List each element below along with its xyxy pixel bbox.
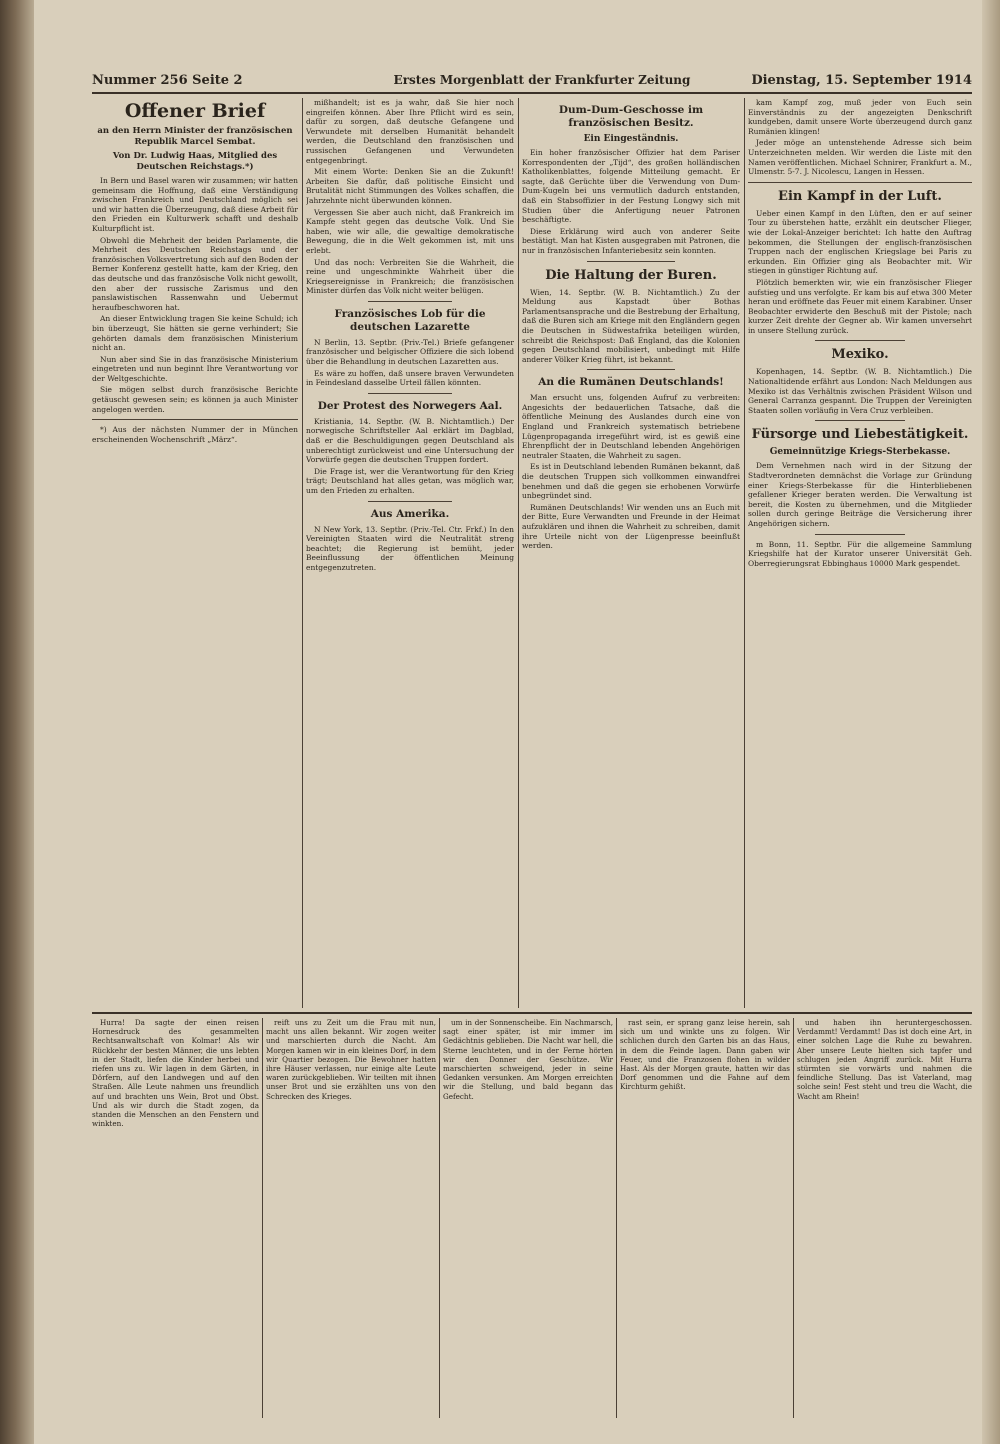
divider <box>815 534 905 535</box>
section-heading: Der Protest des Norwegers Aal. <box>317 399 503 412</box>
paragraph: An dieser Entwicklung tragen Sie keine Schuld; ich bin überzeugt, Sie hätten sie gerne verhindert; Sie gehörten damals dem französischen Ministerium nicht an. <box>92 314 298 353</box>
section-heading: An die Rumänen Deutschlands! <box>538 376 724 389</box>
divider <box>368 301 451 302</box>
paragraph: N Berlin, 13. Septbr. (Priv.-Tel.) Briefe gefangener französischer und belgischer Offiziere die sich lobend über die Behandlung in deutschen Lazaretten aus. <box>306 337 514 367</box>
column-2 <box>306 98 514 1008</box>
paragraph: Ein hoher französischer Offizier hat dem Pariser Korrespondenten der „Tijd“, des großen holländischen Katholikenblattes, folgende Mitteilung gemacht. Er sagte, daß Gerüchte über die Verwendung von Dum-Dum-Kugeln bei uns vermutlich dadurch entstanden, daß ein Stabsoffizier in der Festung Longwy sich mit Studien über die Anfertigung neuer Patronen beschäftigte. <box>522 148 740 225</box>
issue-number: Nummer 256 Seite 2 <box>92 73 243 88</box>
divider <box>92 419 298 420</box>
section-heading: Französisches Lob für die deutschen Lazarette <box>334 307 486 333</box>
column-1 <box>92 98 298 1008</box>
paragraph: reift uns zu Zeit um die Frau mit nun, macht uns allen bekannt. Wir zogen weiter und marschierten durch die Nacht. Am Morgen kamen wir in ein kleines Dorf, in dem wir Quartier bezogen. Die Bewohner hatten ihre Häuser verlassen, nur einige alte Leute waren zurückgeblieben. Wir teilten mit ihnen unser Brot und sie erzählten uns von den Schrecken des Krieges. <box>266 1018 436 1101</box>
column-rule <box>518 98 519 1008</box>
subheadline: an den Herrn Minister der französischen Republik Marcel Sembat. <box>97 126 293 147</box>
paragraph: In Bern und Basel waren wir zusammen; wir hatten gemeinsam die Hoffnung, daß eine Verständigung zwischen Frankreich und Deutschland möglich sei und wir hatten die Überzeugung, daß diese Arbeit für den Frieden ein Kulturwerk schafft und deshalb Kulturpflicht ist. <box>92 176 298 233</box>
byline: Von Dr. Ludwig Haas, Mitglied des Deutschen Reichstags.*) <box>112 151 278 172</box>
divider <box>587 369 674 370</box>
section-heading: Fürsorge und Liebestätigkeit. <box>751 427 969 443</box>
feuilleton-column-1 <box>92 1018 259 1418</box>
column-rule <box>616 1018 617 1418</box>
feuilleton-column-4 <box>620 1018 790 1418</box>
sub-heading: Ein Eingeständnis. <box>583 134 679 144</box>
paragraph: Hurra! Da sagte der einen reisen Hornesdruck des gesammelten Rechtsanwaltschaft von Kolmar! Als wir Rückkehr der besten Männer, die uns lebten in der Stadt, liefen die Kinder herbei und riefen uns zu. Wir lagen in dem Gärten, in Dörfern, auf den Landwegen und auf den Straßen. Alle Leute nahmen uns freundlich auf und brachten uns Wein, Brot und Obst. Und als wir durch die Stadt zogen, da standen die Menschen an den Fenstern und winkten. <box>92 1018 259 1129</box>
paragraph: Man ersucht uns, folgenden Aufruf zu verbreiten: Angesichts der bedauerlichen Tatsache, daß die öffentliche Meinung des Auslandes durch eine von England und Frankreich systematisch betriebene Lügenpropaganda irregeführt wird, ist es gewiß eine Ehrenpflicht der in Deutschland lebenden Angehörigen neutraler Staaten, die Wahrheit zu sagen. <box>522 393 740 460</box>
page-header <box>92 70 972 94</box>
paragraph: Obwohl die Mehrheit der beiden Parlamente, die Mehrheit des Deutschen Reichstags und der französischen Volksvertretung sich auf den Boden der Berner Konferenz gestellt hatte, kam der Krieg, den das deutsche und das französische Volk nicht gewollt, den aber der russische Zarismus und den panslawistischen Rassenwahn und Uebermut heraufbeschworen hat. <box>92 235 298 312</box>
column-rule <box>262 1018 263 1418</box>
issue-date: Dienstag, 15. September 1914 <box>751 73 972 88</box>
divider <box>587 261 674 262</box>
section-heading: Ein Kampf in der Luft. <box>778 188 942 204</box>
paragraph: Wien, 14. Septbr. (W. B. Nichtamtlich.) Zu der Meldung aus Kapstadt über Bothas Parlamentsansprache und die Bestrebung der Erhaltung, daß die Buren sich am Kriege mit den Engländern gegen die Deutschen in Südwestafrika beteiligen würden, schreibt die Reichspost: Daß England, das die Kolonien gegen Deutschland mobilisiert, unbedingt mit Hilfe anderer Völker Krieg führt, ist bekannt. <box>522 287 740 364</box>
sub-heading: Gemeinnützige Kriegs-Sterbekasse. <box>769 447 951 458</box>
paper-title: Erstes Morgenblatt der Frankfurter Zeitung <box>393 73 691 87</box>
footnote: *) Aus der nächsten Nummer der in München erscheinenden Wochenschrift „März“. <box>92 425 298 444</box>
feuilleton-column-2 <box>266 1018 436 1418</box>
paragraph: Rumänen Deutschlands! Wir wenden uns an Euch mit der Bitte, Eure Verwandten und Freunde in der Heimat aufzuklären und ihnen die Wahrheit zu schreiben, damit ihre Urteile nicht von der Lügenpresse beeinflußt werden. <box>522 502 740 551</box>
feuilleton-rule <box>92 1012 972 1014</box>
paragraph: mißhandelt; ist es ja wahr, daß Sie hier noch eingreifen können. Aber Ihre Pflicht wird es sein, dafür zu sorgen, daß deutsche Gefangene und Verwundete mit derselben Humanität behandelt werden, die Deutschland den französischen und russischen Gefangenen und Verwundeten entgegenbringt. <box>306 98 514 165</box>
feuilleton-column-3 <box>443 1018 613 1418</box>
paragraph: Kristiania, 14. Septbr. (W. B. Nichtamtlich.) Der norwegische Schriftsteller Aal erklärt im Dagblad, daß er die Beschuldigungen gegen Deutschland als unberechtigt zurückweist und eine Untersuchung der Vorwürfe gegen die deutschen Truppen fordert. <box>306 416 514 465</box>
column-rule <box>302 98 303 1008</box>
page-edge <box>982 0 1000 1444</box>
paragraph: Es wäre zu hoffen, daß unsere braven Verwundeten in Feindesland dasselbe Urteil fällen könnten. <box>306 368 514 388</box>
paragraph: Sie mögen selbst durch französische Berichte getäuscht gewesen sein; es können ja auch Minister angelogen werden. <box>92 385 298 414</box>
column-3 <box>522 98 740 1008</box>
paragraph: Diese Erklärung wird auch von anderer Seite bestätigt. Man hat Kisten ausgegraben mit Patronen, die nur in französischen Infanteriebesitz sein konnten. <box>522 226 740 255</box>
paragraph: Kopenhagen, 14. Septbr. (W. B. Nichtamtlich.) Die Nationaltidende erfährt aus London: Nach Meldungen aus Mexiko ist das Verhältnis zwischen Präsident Wilson und General Carranza gespannt. Die Truppen der Vereinigten Staaten sollen vorläufig in Vera Cruz verbleiben. <box>748 367 972 415</box>
section-heading: Mexiko. <box>831 347 889 363</box>
column-rule <box>793 1018 794 1418</box>
paragraph: um in der Sonnenscheibe. Ein Nachmarsch, sagt einer später, ist mir immer im Gedächtnis geblieben. Die Nacht war hell, die Sterne leuchteten, und in der Ferne hörten wir den Donner der Geschütze. Wir marschierten schweigend, jeder in seine Gedanken versunken. Am Morgen erreichten wir die Stellung, und bald begann das Gefecht. <box>443 1018 613 1101</box>
paragraph: Nun aber sind Sie in das französische Ministerium eingetreten und nun beginnt Ihre Verantwortung vor der Weltgeschichte. <box>92 354 298 383</box>
paragraph: Vergessen Sie aber auch nicht, daß Frankreich im Kampfe steht gegen das deutsche Volk. Und Sie haben, wie wir alle, die gewaltige demokratische Bewegung, die in die Welt gekommen ist, mit uns erlebt. <box>306 207 514 255</box>
paragraph: m Bonn, 11. Septbr. Für die allgemeine Sammlung Kriegshilfe hat der Kurator unserer Universität Geh. Oberregierungsrat Ebbinghaus 10000 Mark gespendet. <box>748 539 972 568</box>
paragraph: rast sein, er sprang ganz leise herein, sah sich um und winkte uns zu folgen. Wir schlichen durch den Garten bis an das Haus, in dem die Feinde lagen. Dann gaben wir Feuer, und die Franzosen flohen in wilder Hast. Als der Morgen graute, hatten wir das Dorf genommen und die Fahne auf dem Kirchturm gehißt. <box>620 1018 790 1092</box>
paragraph: Ueber einen Kampf in den Lüften, den er auf seiner Tour zu überstehen hatte, erzählt ein deutscher Flieger, wie der Lokal-Anzeiger berichtet: Ich hatte den Auftrag bekommen, die Stellungen der englisch-französischen Truppen nach der englischen Kriegslage bei Paris zu erkunden. Ein Offizier ging als Beobachter mit. Wir stiegen in günstiger Richtung auf. <box>748 208 972 276</box>
paragraph: Mit einem Worte: Denken Sie an die Zukunft! Arbeiten Sie dafür, daß politische Einsicht und Brutalität nicht Stimmungen des Volkes schaffen, die Jahrzehnte nicht überwunden können. <box>306 167 514 205</box>
column-rule <box>744 98 745 1008</box>
divider <box>748 182 972 183</box>
paragraph: Dem Vernehmen nach wird in der Sitzung der Stadtverordneten demnächst die Vorlage zur Gründung einer Kriegs-Sterbekasse für die Hinterbliebenen gefallener Krieger beraten werden. Die Verwaltung ist bereit, die Kosten zu übernehmen, und die Mitglieder sollen durch geringe Beiträge die Versicherung ihrer Angehörigen sichern. <box>748 461 972 528</box>
section-heading: Aus Amerika. <box>370 507 450 520</box>
divider <box>368 501 451 502</box>
divider <box>815 340 905 341</box>
book-binding <box>0 0 34 1444</box>
feuilleton-column-5 <box>797 1018 972 1418</box>
paragraph: N New York, 13. Septbr. (Priv.-Tel. Ctr. Frkf.) In den Vereinigten Staaten wird die Neutralität streng beachtet; die Regierung ist bemüht, jeder Beeinflussung der öffentlichen Meinung entgegenzutreten. <box>306 524 514 572</box>
divider <box>815 420 905 421</box>
paragraph: Die Frage ist, wer die Verantwortung für den Krieg trägt; Deutschland hat alles getan, was möglich war, um den Frieden zu erhalten. <box>306 466 514 495</box>
divider <box>368 393 451 394</box>
headline-offener-brief: Offener Brief <box>124 100 266 122</box>
paragraph: Plötzlich bemerkten wir, wie ein französischer Flieger aufstieg und uns verfolgte. Er kam bis auf etwa 300 Meter heran und eröffnete das Feuer mit einem Karabiner. Unser Beobachter erwiderte den Beschuß mit der Pistole; nach kurzer Zeit drehte der Gegner ab. Wir kamen unversehrt in unsere Stellung zurück. <box>748 277 972 335</box>
paragraph: Und das noch: Verbreiten Sie die Wahrheit, die reine und ungeschminkte Wahrheit über die Kriegsereignisse in Frankreich; die französischen Minister dürfen das Volk nicht weiter belügen. <box>306 257 514 296</box>
section-heading: Dum-Dum-Geschosse im französischen Besitz. <box>558 104 704 129</box>
paragraph: Jeder möge an untenstehende Adresse sich beim Unterzeichneten melden. Wir werden die Liste mit den Namen veröffentlichen. Michael Schnirer, Frankfurt a. M., Ulmenstr. 5-7. J. Nicolescu, Langen in Hessen. <box>748 138 972 177</box>
paragraph: Es ist in Deutschland lebenden Rumänen bekannt, daß die deutschen Truppen sich vollkommen einwandfrei benehmen und daß die gegen sie erhobenen Vorwürfe unbegründet sind. <box>522 462 740 501</box>
column-rule <box>439 1018 440 1418</box>
paragraph: kam Kampf zog, muß jeder von Euch sein Einverständnis zu der angezeigten Denkschrift kundgeben, damit unsere Worte überzeugend durch ganz Rumänien klingen! <box>748 98 972 136</box>
column-4 <box>748 98 972 1008</box>
section-heading: Die Haltung der Buren. <box>545 267 717 283</box>
paragraph: und haben ihn heruntergeschossen. Verdammt! Verdammt! Das ist doch eine Art, in einer solchen Lage die Ruhe zu bewahren. Aber unsere Leute hielten sich tapfer und schlugen jeden Angriff zurück. Mit Hurra stürmten sie vorwärts und nahmen die feindliche Stellung. Das ist Vaterland, mag solche sein! Fest steht und treu die Wacht, die Wacht am Rhein! <box>797 1018 972 1101</box>
